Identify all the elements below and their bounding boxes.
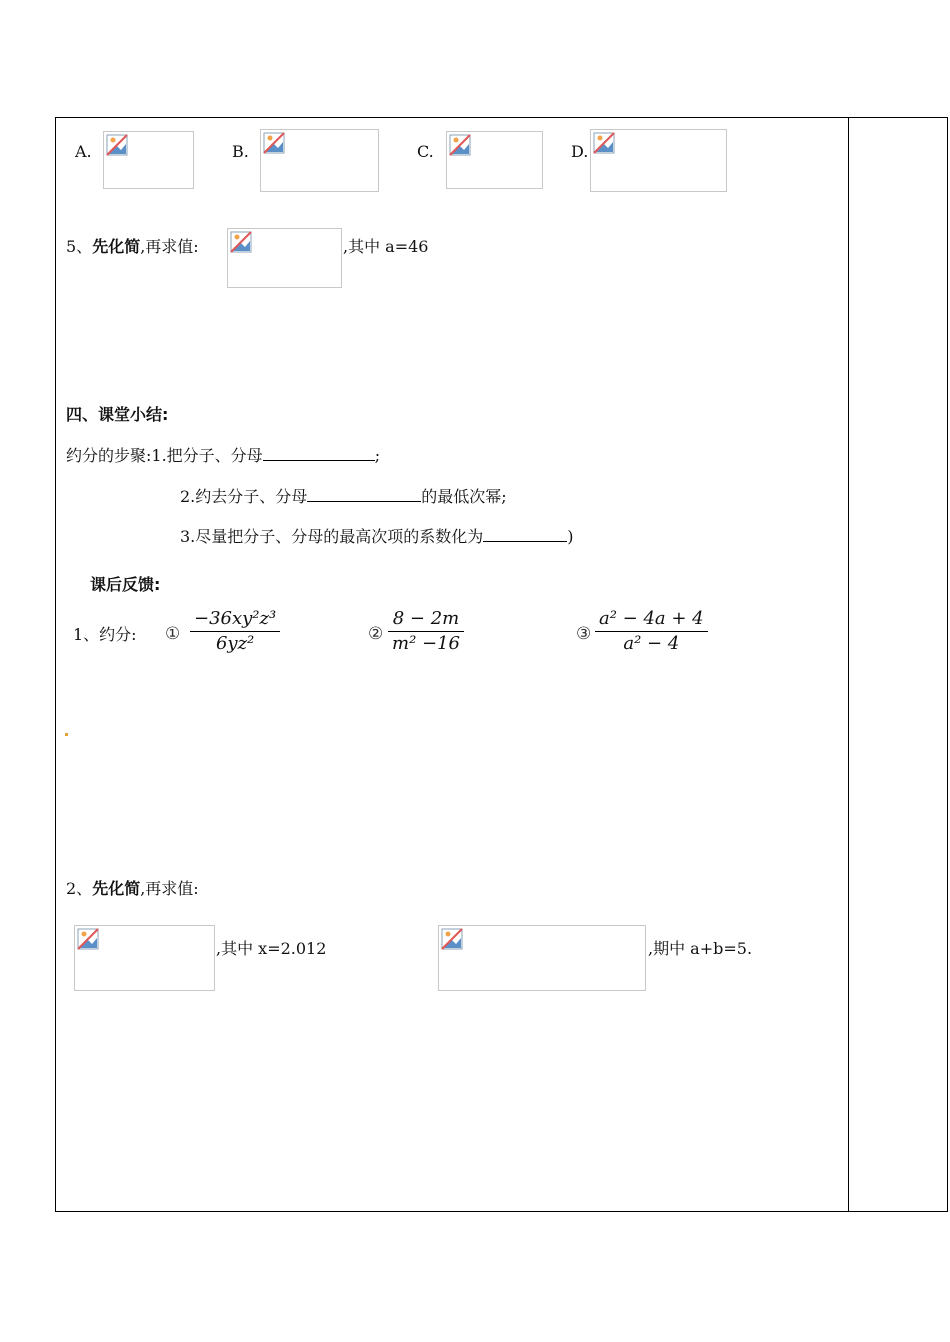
broken-image-icon	[230, 231, 252, 253]
fraction-2-denominator: m² −16	[392, 633, 460, 654]
column-divider	[848, 117, 849, 1212]
mark-3: ③	[576, 624, 592, 644]
summary-step1	[66, 445, 380, 466]
fraction-2-numerator: 8 − 2m	[392, 608, 460, 629]
fraction-3	[595, 608, 708, 655]
fraction-2-bar	[388, 631, 464, 632]
q2-condition-1: ,其中 x=2.012	[216, 939, 327, 958]
summary-step3	[180, 526, 574, 547]
q5-condition: ,其中 a=46	[343, 237, 429, 256]
option-d-label: D.	[571, 142, 589, 161]
summary-heading: 四、课堂小结:	[66, 405, 169, 424]
option-c-label: C.	[417, 142, 434, 161]
step1-blank	[263, 445, 375, 461]
q2-line	[66, 879, 199, 899]
step2-post: 的最低次幂;	[421, 487, 507, 506]
option-b-label: B.	[232, 142, 249, 161]
broken-image-icon	[593, 132, 615, 154]
option-b-image	[260, 129, 379, 192]
step2-pre: 2.约去分子、分母	[180, 487, 308, 506]
q5-bold: 先化简	[92, 237, 141, 256]
q2-rest: ,再求值:	[140, 879, 199, 898]
q2-number: 2、	[66, 879, 93, 898]
option-a-label: A.	[75, 142, 92, 161]
step3-post: )	[567, 527, 574, 546]
summary-intro: 约分的步聚:	[66, 446, 152, 465]
summary-step2	[180, 486, 507, 507]
mark-2: ②	[368, 624, 384, 644]
fraction-1-denominator: 6yz²	[215, 633, 255, 654]
step3-pre: 3.尽量把分子、分母的最高次项的系数化为	[180, 527, 484, 546]
feedback-q1-label: 1、约分:	[73, 625, 137, 644]
option-d-image	[590, 129, 727, 192]
option-a-image	[103, 131, 194, 189]
broken-image-icon	[263, 132, 285, 154]
option-c-image	[446, 131, 543, 189]
broken-image-icon	[77, 928, 99, 950]
q5-line	[66, 237, 199, 257]
broken-image-icon	[106, 134, 128, 156]
q2-bold: 先化简	[92, 879, 141, 898]
fraction-2	[388, 608, 464, 655]
fraction-3-denominator: a² − 4	[623, 633, 680, 654]
step3-blank	[483, 526, 567, 542]
fraction-3-numerator: a² − 4a + 4	[599, 608, 704, 629]
broken-image-icon	[449, 134, 471, 156]
step1-pre: 1.把分子、分母	[151, 446, 263, 465]
q5-number: 5、	[66, 237, 93, 256]
feedback-heading: 课后反馈:	[90, 575, 161, 594]
fraction-1-numerator: −36xy²z³	[194, 608, 277, 629]
q2-image-2	[438, 925, 646, 991]
fraction-1	[190, 608, 280, 655]
q2-condition-2: ,期中 a+b=5.	[648, 939, 753, 958]
table-frame	[55, 117, 948, 1212]
q5-image	[227, 228, 342, 288]
q2-image-1	[74, 925, 215, 991]
q5-rest: ,再求值:	[140, 237, 199, 256]
step2-blank	[307, 486, 421, 502]
mark-1: ①	[165, 624, 181, 644]
step1-post: ;	[374, 446, 381, 465]
broken-image-icon	[441, 928, 463, 950]
fraction-3-bar	[595, 631, 708, 632]
fraction-1-bar	[190, 631, 280, 632]
stray-dot	[65, 733, 68, 736]
